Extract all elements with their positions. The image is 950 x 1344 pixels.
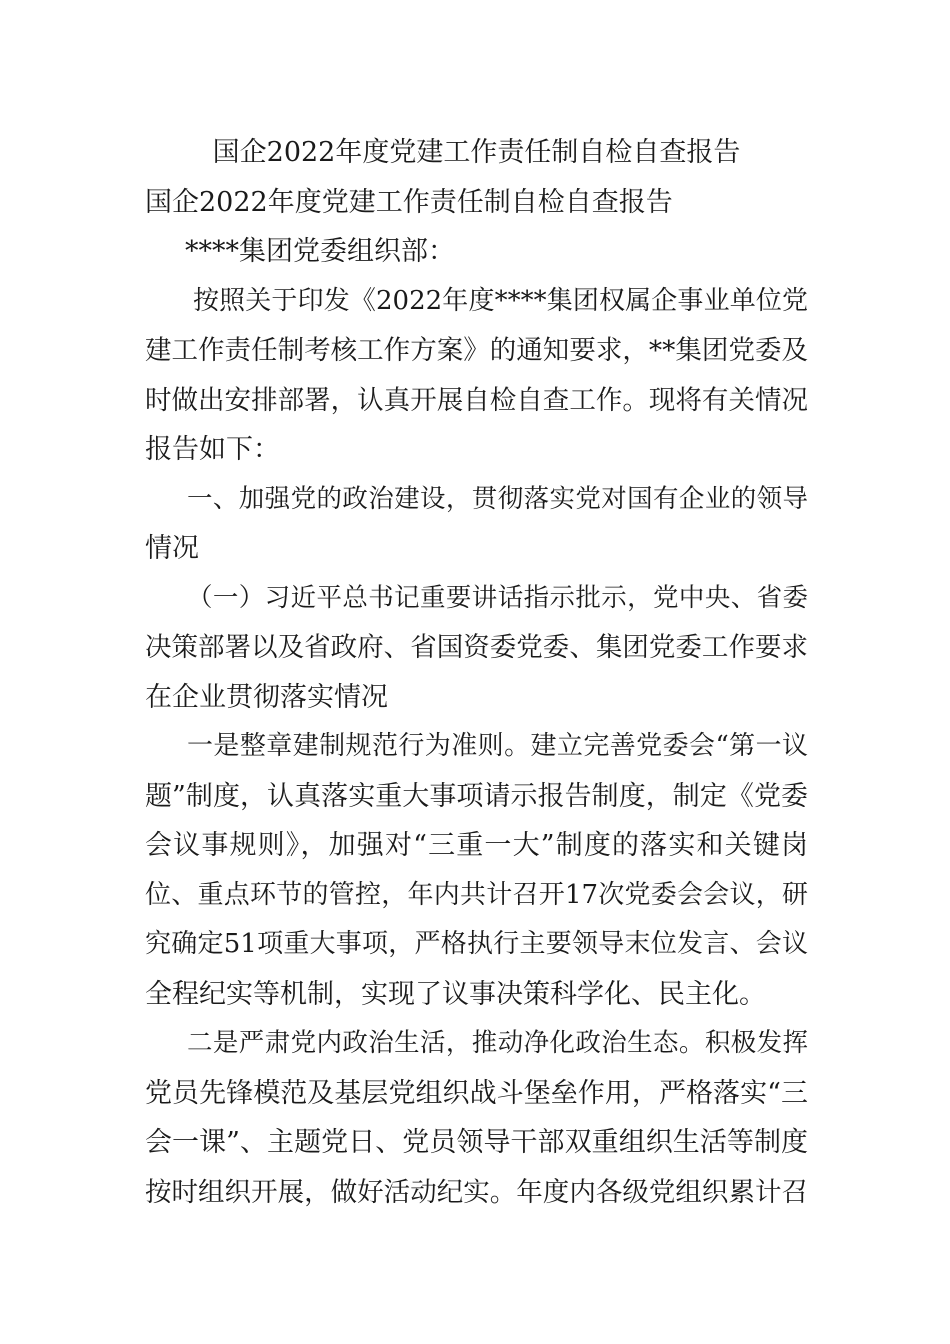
paragraph-line: 按时组织开展，做好活动纪实。年度内各级党组织累计召: [145, 1176, 808, 1208]
paragraph-line: 会一课”、主题党日、党员领导干部双重组织生活等制度: [145, 1127, 808, 1158]
section-heading-line: 一、加强党的政治建设，贯彻落实党对国有企业的领导: [187, 483, 808, 514]
document-body: [145, 128, 808, 1217]
salutation: ****集团党委组织部：: [185, 236, 455, 267]
paragraph-line: 按照关于印发《2022年度****集团权属企事业单位党: [193, 285, 808, 316]
subsection-heading-line: （一）习近平总书记重要讲话指示批示，党中央、省委: [187, 582, 808, 613]
paragraph-line: 建工作责任制考核工作方案》的通知要求，**集团党委及: [145, 335, 808, 366]
paragraph-line: 题”制度，认真落实重大事项请示报告制度，制定《党委: [145, 780, 808, 812]
paragraph-line: 二是严肃党内政治生活，推动净化政治生态。积极发挥: [187, 1028, 808, 1058]
paragraph-line: 究确定51项重大事项，严格执行主要领导末位发言、会议: [145, 929, 808, 959]
paragraph-line: 时做出安排部署，认真开展自检自查工作。现将有关情况: [145, 384, 808, 416]
subsection-heading-line: 决策部署以及省政府、省国资委党委、集团党委工作要求: [145, 632, 808, 663]
subsection-heading-line: 在企业贯彻落实情况: [145, 681, 388, 713]
paragraph-line: 会议事规则》，加强对“三重一大”制度的落实和关键岗: [145, 830, 808, 861]
paragraph-line: 位、重点环节的管控，年内共计召开17次党委会会议，研: [145, 879, 808, 910]
document-subtitle: 国企2022年度党建工作责任制自检自查报告: [145, 186, 673, 218]
paragraph-line: 一是整章建制规范行为准则。建立完善党委会“第一议: [187, 731, 808, 761]
section-heading-line: 情况: [145, 533, 199, 564]
document-title: 国企2022年度党建工作责任制自检自查报告: [212, 137, 741, 168]
paragraph-line: 党员先锋模范及基层党组织战斗堡垒作用，严格落实“三: [145, 1077, 808, 1109]
paragraph-line: 报告如下：: [145, 434, 280, 465]
paragraph-line: 全程纪实等机制，实现了议事决策科学化、民主化。: [145, 978, 766, 1010]
